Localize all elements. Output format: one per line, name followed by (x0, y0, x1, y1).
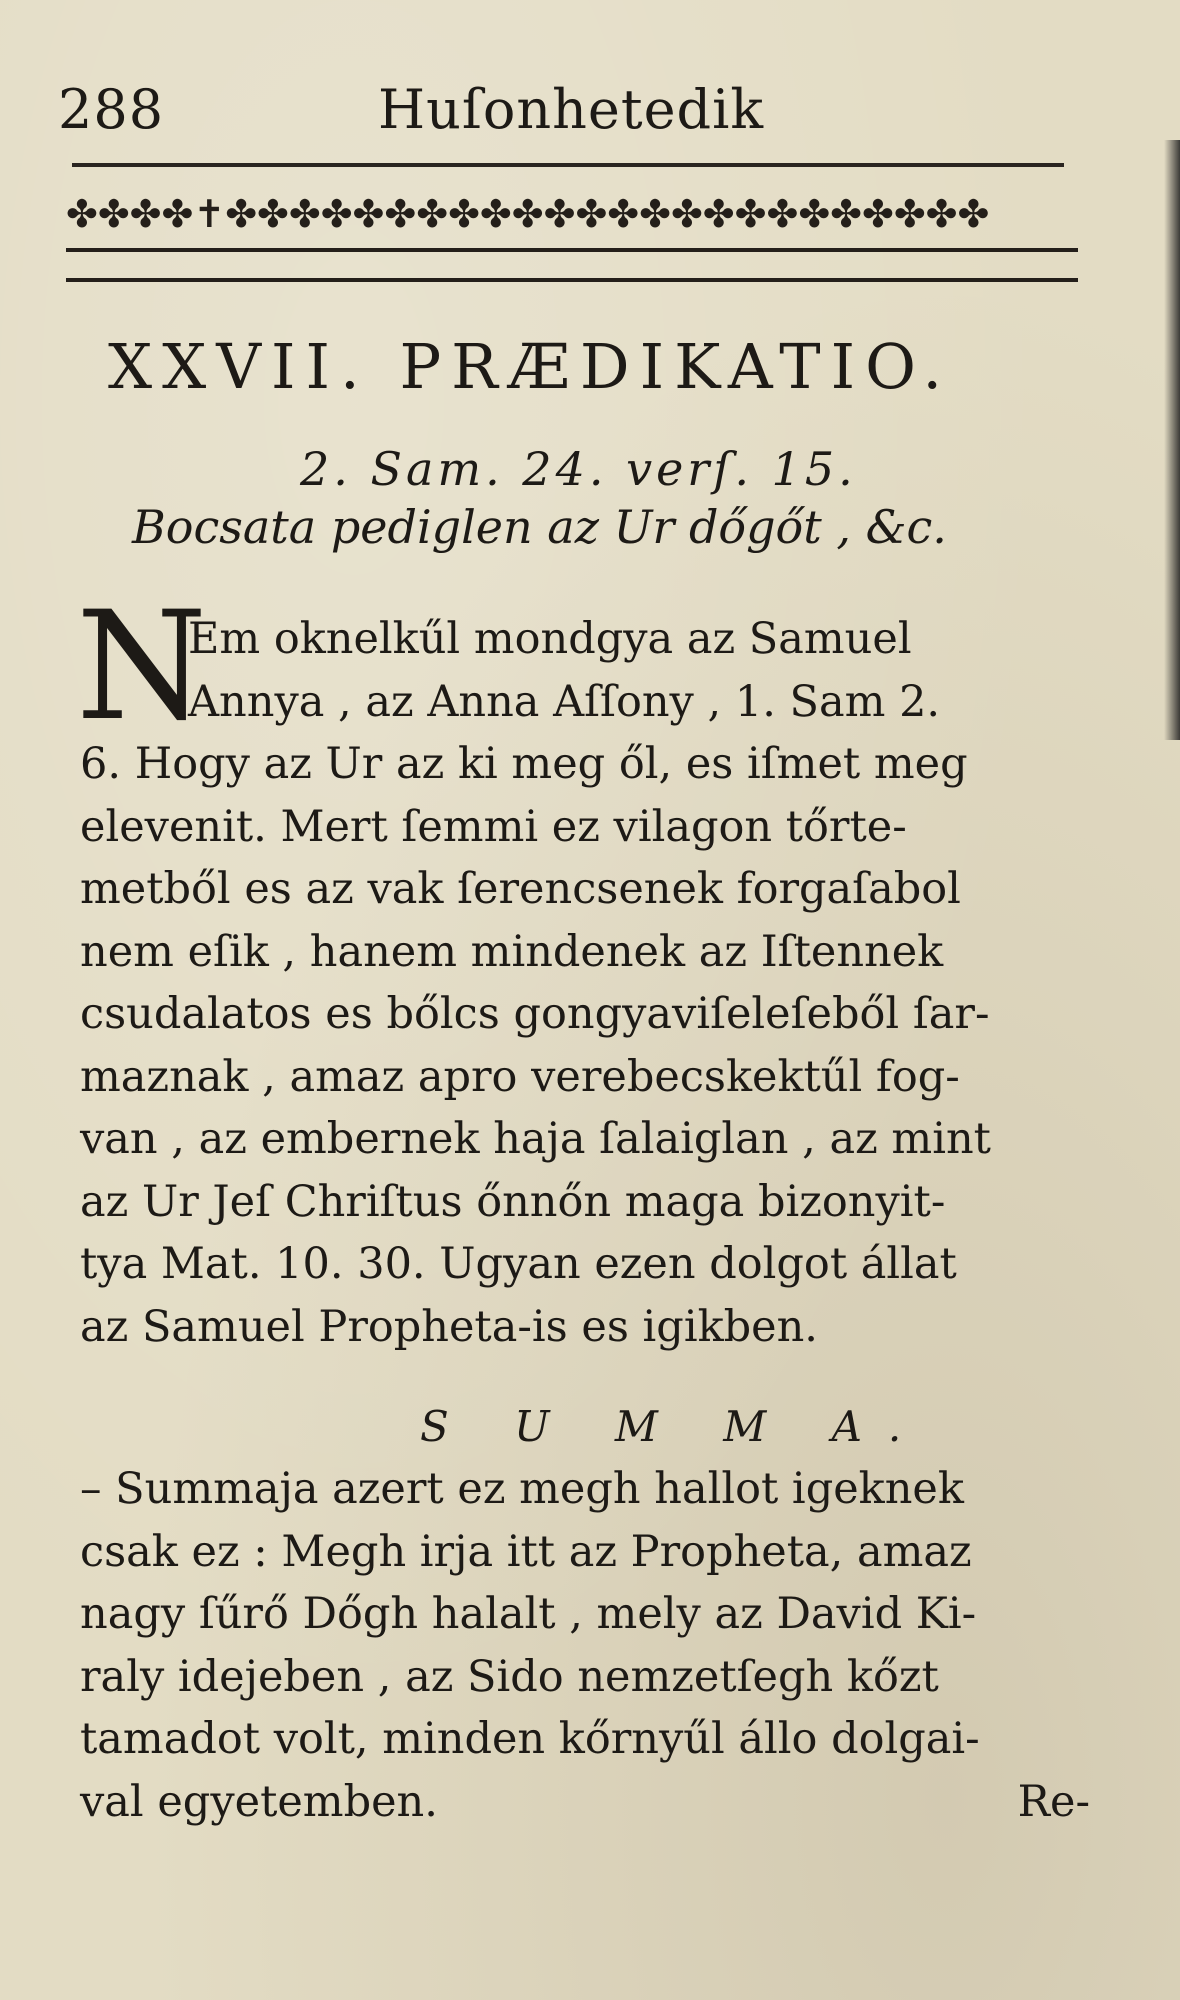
scripture-reference: 2. Sam. 24. verſ. 15. (300, 442, 857, 496)
paragraph-intro (80, 608, 1090, 1358)
text-line: val egyetemben. (80, 1776, 438, 1827)
text-line: – Summaja azert ez megh hallot igeknek (80, 1464, 964, 1514)
paragraph-summa (80, 1458, 1090, 1833)
page-edge-shadow (1164, 140, 1180, 740)
text-line: Annya , az Anna Aſſony , 1. Sam 2. (188, 676, 941, 727)
page-header (58, 78, 1068, 148)
ornament-glyph-row: ✤✤✤✤✝✤✤✤✤✤✤✤✤✤✤✤✤✤✤✤✤✤✤✤✤✤✤✤✤ (66, 192, 990, 236)
text-line: tamadot volt, minden kőrnyűl állo dolgai- (80, 1714, 980, 1764)
ornament-bar (66, 248, 1078, 282)
text-line: tya Mat. 10. 30. Ugyan ezen dolgot állat (80, 1239, 957, 1289)
text-line: csak ez : Megh irja itt az Propheta, amaz (80, 1526, 972, 1577)
final-line (80, 1771, 1090, 1834)
text-line: Em oknelkűl mondgya az Samuel (188, 614, 912, 664)
text-line: van , az embernek haja ſalaiglan , az mint (80, 1114, 991, 1164)
text-line: nagy ſűrő Dőgh halalt , mely az David Ki- (80, 1589, 977, 1639)
text-line: az Samuel Propheta-is es igikben. (80, 1301, 818, 1352)
scripture-verse: Bocsata pediglen az Ur dőgőt , &c. (132, 500, 947, 554)
text-line: 6. Hogy az Ur az ki meg ől, es iſmet meg (80, 739, 968, 789)
text-line: elevenit. Mert ſemmi ez vilagon tőrte- (80, 801, 907, 852)
page-number: 288 (58, 78, 165, 141)
text-line: az Ur Jeſ Chriſtus őnnőn maga bizonyit- (80, 1176, 946, 1227)
text-line: csudalatos es bőlcs gongyaviſeleſeből ſar- (80, 989, 990, 1039)
chapter-title: XXVII. PRÆDIKATIO. (108, 330, 953, 403)
text-line: maznak , amaz apro verebecskektűl fog- (80, 1051, 960, 1102)
text-line: nem eſik , hanem mindenek az Iſtennek (80, 926, 944, 977)
ornament-band (66, 192, 1078, 302)
text-line: raly idejeben , az Sido nemzetſegh kőzt (80, 1651, 939, 1702)
running-head: Huſonhetedik (378, 78, 765, 141)
catchword: Re- (1017, 1776, 1090, 1827)
text-line: metből es az vak ſerencsenek forgaſabol (80, 864, 961, 914)
drop-capital: N (76, 580, 208, 754)
header-rule (72, 163, 1064, 167)
section-heading-summa: S U M M A. (420, 1402, 928, 1451)
